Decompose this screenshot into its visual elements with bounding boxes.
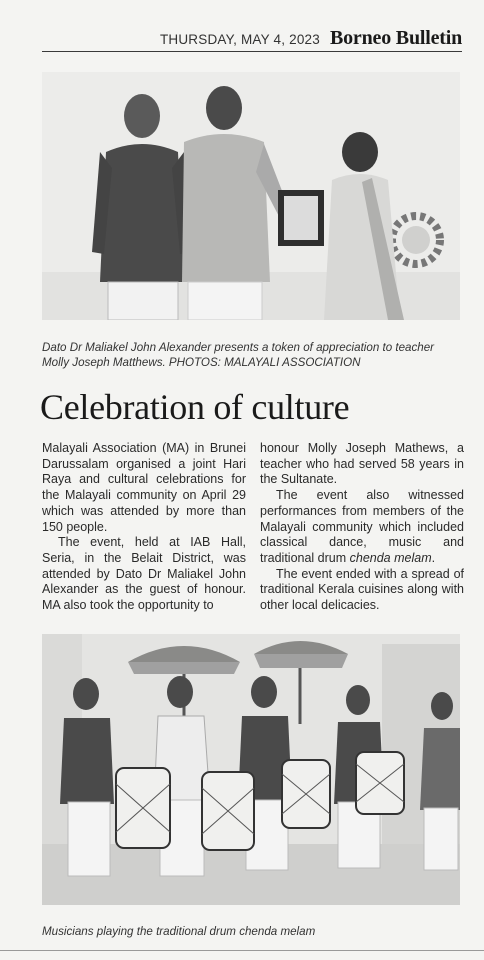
drummers-photo-caption: Musicians playing the traditional drum chenda melam bbox=[42, 925, 316, 938]
masthead: Borneo Bulletin bbox=[329, 27, 462, 49]
page-header bbox=[42, 22, 462, 52]
article-column-1 bbox=[42, 441, 246, 614]
article-text: The event also witnessed performances from members of the Malayali community which included classical dance, music and traditional drum bbox=[260, 488, 464, 565]
article-paragraph: The event, held at IAB Hall, Seria, in the Belait District, was attended by Dato Dr Maliakel John Alexander as the guest of honour. MA also took the opportunity to bbox=[42, 535, 246, 613]
article-paragraph: Malayali Association (MA) in Brunei Darussalam organised a joint Hari Raya and cultural celebrations for the Malayali community on April 29 which was attended by more than 150 people. bbox=[42, 441, 246, 534]
award-photo bbox=[42, 72, 460, 320]
article-paragraph bbox=[260, 488, 464, 567]
article-italic-text: chenda melam bbox=[349, 550, 432, 565]
article-paragraph: honour Molly Joseph Mathews, a teacher who had served 58 years in the Sultanate. bbox=[260, 441, 464, 487]
dateline: THURSDAY, MAY 4, 2023 bbox=[159, 32, 320, 47]
article-text: . bbox=[431, 550, 436, 565]
page-bottom-rule bbox=[0, 950, 484, 951]
article-column-2 bbox=[260, 441, 464, 614]
award-photo-caption: Dato Dr Maliakel John Alexander presents a token of appreciation to teacher Molly Joseph Matthews. PHOTOS: MALAYALI ASSOCIATION bbox=[42, 341, 435, 369]
article-headline: Celebration of culture bbox=[40, 387, 350, 427]
drummers-photo bbox=[42, 634, 460, 905]
article-paragraph: The event ended with a spread of traditional Kerala cuisines along with other local delicacies. bbox=[260, 566, 464, 613]
